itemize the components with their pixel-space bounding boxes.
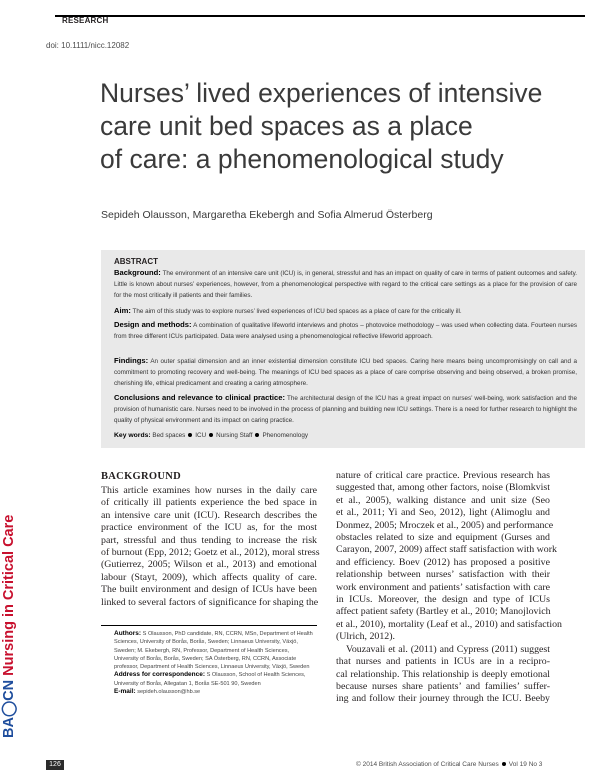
- note-line: Associate professor, Department of Health Sciences, Linnaeus University,: [114, 655, 297, 671]
- note-line: Health Sciences, University of Borås, Borås, Sweden; Linnaeus University,: [114, 631, 313, 646]
- baccn-logo-tail: CN: [1, 679, 17, 701]
- journal-side-banner: [0, 498, 20, 738]
- abstract-line: A combination of qualitative lifeworld interviews and photos – photovoice methodology – was used when: [193, 322, 486, 329]
- text-line: The built environment and design of ICUs have been: [101, 584, 317, 596]
- abstract-line: collecting data. Fourteen nurses from three different ICUs participated. Data were analysed using a phenomenological reflective lifeworld: [114, 322, 577, 340]
- abstract-line: outcomes and safety. Little is known about nurses’ experiences, however, from a phenomenological perspective with regard to the critical care: [114, 270, 578, 288]
- text-line: (Gutierrez, 2005; Wilson et al., 2013) and emotional: [101, 559, 317, 571]
- abstract-findings: [114, 356, 577, 389]
- section-rule: [55, 15, 585, 27]
- text-line: relationship between nurses’ satisfaction with their: [336, 569, 550, 581]
- page-number: 126: [49, 761, 61, 768]
- title-line: care unit bed spaces as a place: [100, 111, 473, 141]
- keyword: Phenomenology: [262, 432, 308, 439]
- journal-title: Nursing in Critical Care: [1, 514, 17, 676]
- abstract-conclusions: [114, 393, 577, 426]
- footer-citation: [356, 761, 542, 768]
- abstract-line: An outer spatial dimension and an inner existential dimension constitute ICU bed spaces. Caring here means being: [150, 358, 484, 365]
- title-line: of care: a phenomenological study: [100, 144, 504, 174]
- note-line: Växjö, Sweden; M. Ekebergh, RN, Professor, Department of Health: [114, 639, 298, 654]
- keyword: Nursing Staff: [216, 432, 253, 439]
- keywords-label: Key words:: [114, 432, 151, 439]
- text-line: ing and follow their journey through the ICU. Beeby: [336, 693, 550, 705]
- text-line: labour (Stayt, 2009), which affects quality of care.: [101, 571, 317, 583]
- text-line: Vouzavali et al. (2011) and Cypress (2011) suggest: [346, 643, 550, 655]
- abstract-line: approach.: [404, 332, 433, 340]
- text-line: because nurses share patients’ and families’ suffer-: [336, 680, 550, 692]
- text-line: of burnout (Epp, 2012; Goetz et al., 2012), moral stress: [101, 547, 320, 559]
- correspondence-label: Address for correspondence:: [114, 671, 206, 679]
- email-link[interactable]: sepideh.olausson@hb.se: [137, 689, 201, 696]
- note-line: Växjö, Sweden: [272, 664, 310, 671]
- note-line: Sciences, University of Borås, Allegatan 1, Borås SE-501 90, Sweden: [114, 672, 306, 687]
- section-heading: BACKGROUND: [101, 471, 182, 482]
- abstract-line: The aim of this study was to explore nurses’ lived experiences of ICU bed spaces as a place of care for the critically ill.: [132, 308, 462, 315]
- section-label: RESEARCH: [62, 16, 109, 25]
- text-line: affect patient safety (Bartley et al., 2010; Manojlovich: [336, 606, 551, 618]
- conclusions-label: Conclusions and relevance to clinical practice:: [114, 393, 285, 402]
- text-line: that nurses and patients in ICUs are in a recipro-: [336, 656, 550, 668]
- abstract-aim: [114, 306, 577, 318]
- bullet-icon: [188, 433, 192, 437]
- text-line: nature of critical care practice. Previous research has: [336, 470, 550, 481]
- text-line: (Ulrich, 2012).: [336, 631, 395, 643]
- bullet-icon: [255, 433, 259, 437]
- baccn-logo: BA: [1, 717, 17, 738]
- text-line: obstacles related to size and equipment (Gurses and: [336, 532, 550, 544]
- correspondence: [114, 671, 314, 688]
- text-line: suggested that, among other factors, noise (Blomkvist: [336, 482, 550, 494]
- keywords: [114, 432, 308, 439]
- volume: Vol 19: [508, 761, 527, 768]
- note-line: S Olausson, PhD candidate, RN, CCRN, MSn, Department of: [142, 631, 295, 637]
- abstract-background: [114, 268, 577, 301]
- article-title: [100, 77, 543, 176]
- author-list: Sepideh Olausson, Margaretha Ekebergh and Sofia Almerud Österberg: [101, 209, 433, 221]
- email-row: [114, 688, 314, 696]
- baccn-logo-circle-icon: ◯: [1, 700, 17, 718]
- keyword: ICU: [195, 432, 207, 439]
- note-line: S Olausson, School of Health: [206, 672, 280, 679]
- text-line: cal relationship. This relationship is deeply emotional: [336, 668, 550, 680]
- doi-link[interactable]: doi: 10.1111/nicc.12082: [46, 41, 130, 50]
- author-affiliations: [114, 630, 314, 671]
- email-label: E-mail:: [114, 688, 136, 696]
- journal-name: [1, 515, 17, 738]
- text-line: et al., 2005), walking distance and unit size (Seo: [336, 494, 550, 506]
- text-line: Carayon, 2007, 2009) affect staff satisfaction with work: [336, 544, 557, 556]
- authors-label: Authors:: [114, 630, 142, 637]
- text-line: work environment and patients’ satisfaction with care: [336, 581, 550, 593]
- text-line: practice environment of the ICU as, for the most: [101, 522, 317, 534]
- note-line: Sciences, University of Borås, Borås, Sweden; SA Österberg, RN, CCRN,: [114, 647, 290, 662]
- text-line: Donmez, 2005; Mroczek et al., 2005) and performance: [336, 519, 554, 531]
- abstract-line: uncompromisingly on call and a commitment to promoting recovery and well-being. The meanings of ICU bed spaces as a place of: [114, 358, 577, 376]
- text-line: and efficiency. Boev (2012) has proposed a positive: [336, 556, 550, 568]
- abstract-line: care comprise observing and being observed, a broken promise, cherishing life, ethical predicament and creating a caring atmosphere.: [114, 368, 578, 387]
- aim-label: Aim:: [114, 306, 131, 315]
- text-line: linked to several factors of significance for shaping the: [101, 596, 319, 608]
- abstract-heading: ABSTRACT: [114, 257, 158, 266]
- issue: No 3: [528, 761, 543, 768]
- text-line: et al., 2011; Yi and Seo, 2012), light (Alimoglu and: [336, 507, 550, 519]
- findings-label: Findings:: [114, 356, 149, 365]
- bullet-icon: [502, 762, 506, 766]
- design-label: Design and methods:: [114, 320, 192, 329]
- left-column: [101, 485, 320, 609]
- text-line: et al., 2010), mortality (Leaf et al., 2010) and satisfaction: [336, 618, 562, 630]
- text-line: part, stressful and thus tending to increase the risk: [101, 534, 317, 546]
- abstract-line: settings as a place for the provision of care for the most critically ill patients and their families.: [114, 280, 577, 299]
- right-column: [336, 470, 562, 706]
- background-label: Background:: [114, 268, 161, 277]
- keyword: Bed spaces: [152, 432, 186, 439]
- abstract-line: The environment of an intensive care unit (ICU) is, in general, stressful and has an impact on quality of care in terms of patient: [162, 270, 516, 277]
- author-notes: [114, 630, 314, 696]
- abstract-line: a need for further research to highlight the quality of physical environment and its impact on caring practice.: [114, 405, 578, 424]
- abstract-line: The architectural design of the ICU has a great impact on nurses’ well-being, work: [287, 395, 520, 402]
- bullet-icon: [209, 433, 213, 437]
- text-line: an intensive care unit (ICU). Research describes the: [101, 509, 317, 521]
- title-line: Nurses’ lived experiences of intensive: [100, 78, 543, 108]
- copyright: © 2014 British Association of Critical Care Nurses: [356, 761, 499, 768]
- text-line: of critically ill patients experience the bed space in: [101, 497, 317, 509]
- text-line: This article examines how nurses in the daily care: [101, 485, 317, 496]
- footnote-rule: [101, 625, 317, 626]
- text-line: in ICUs. Moreover, the design and type of ICUs: [336, 594, 550, 606]
- abstract-line: satisfaction and the provision of humanistic care. Nurses need to be involved in the process of planning and building new ICU settings. There is: [114, 395, 577, 413]
- abstract-design: [114, 320, 577, 343]
